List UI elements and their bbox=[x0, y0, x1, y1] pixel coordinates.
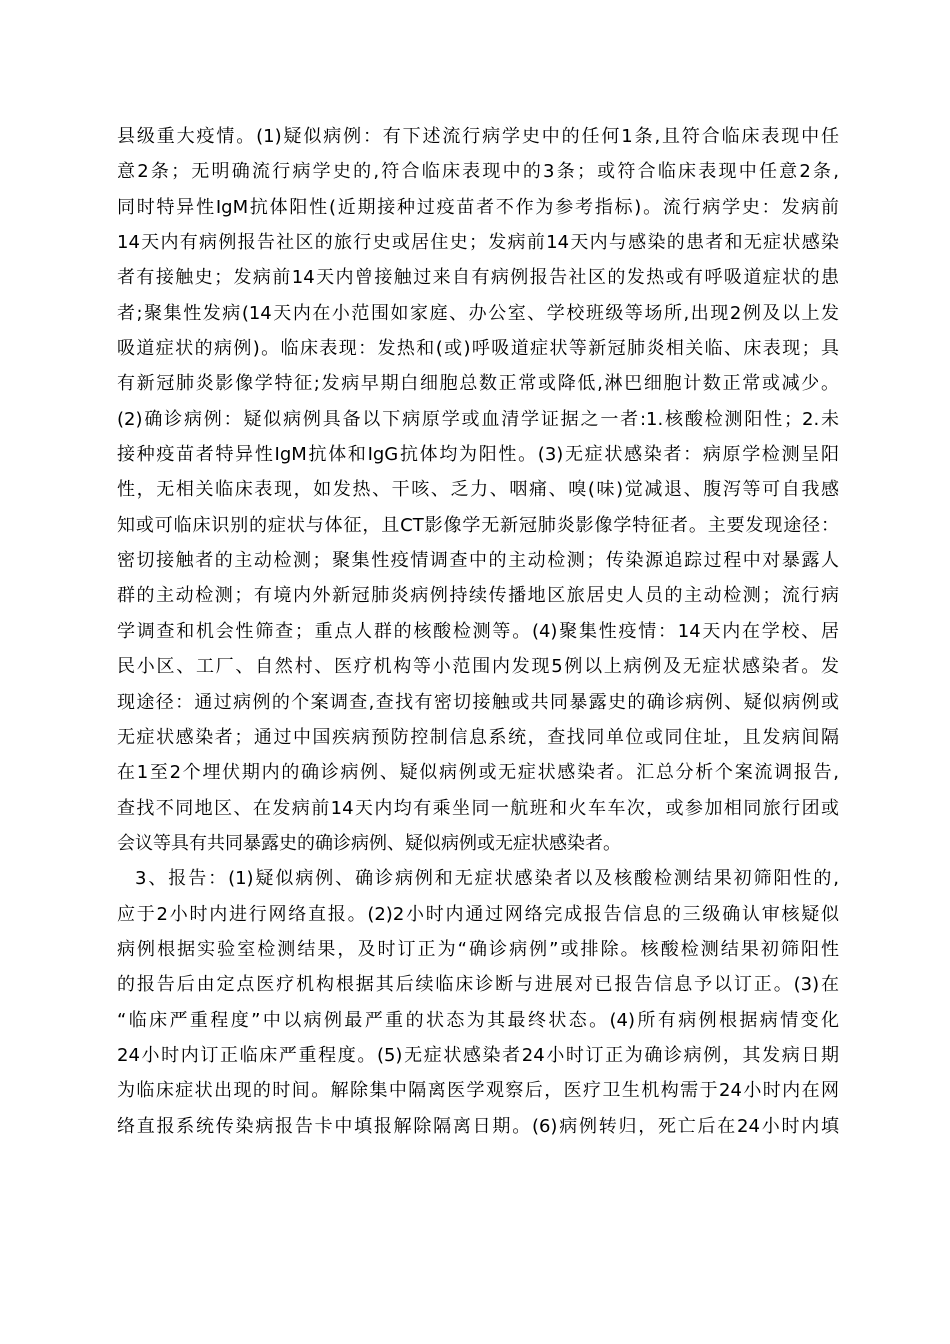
text-line: 同时特异性IgM抗体阳性(近期接种过疫苗者不作为参考指标)。流行病学史：发病前 bbox=[117, 196, 839, 218]
text-line: 知或可临床识别的症状与体征，且CT影像学无新冠肺炎影像学特征者。主要发现途径： bbox=[117, 514, 839, 536]
text-line: 在1至2个埋伏期内的确诊病例、疑似病例或无症状感染者。汇总分析个案流调报告, bbox=[117, 762, 839, 784]
section-heading-line: 3、报告：(1)疑似病例、确诊病例和无症状感染者以及核酸检测结果初筛阳性的, bbox=[135, 868, 839, 890]
text-line: 的报告后由定点医疗机构根据其后续临床诊断与进展对已报告信息予以订正。(3)在 bbox=[117, 974, 839, 996]
text-line: 性，无相关临床表现，如发热、干咳、乏力、咽痛、嗅(味)觉减退、腹泻等可自我感 bbox=[117, 479, 839, 501]
text-line: (2)确诊病例：疑似病例具备以下病原学或血清学证据之一者:1.核酸检测阳性；2.未 bbox=[117, 408, 839, 430]
text-line: 为临床症状出现的时间。解除集中隔离医学观察后，医疗卫生机构需于24小时内在网 bbox=[117, 1080, 839, 1102]
text-line: 查找不同地区、在发病前14天内均有乘坐同一航班和火车车次，或参加相同旅行团或 bbox=[117, 797, 839, 819]
text-line: 民小区、工厂、自然村、医疗机构等小范围内发现5例以上病例及无症状感染者。发 bbox=[117, 656, 839, 678]
text-line: 有新冠肺炎影像学特征;发病早期白细胞总数正常或降低,淋巴细胞计数正常或减少。 bbox=[117, 373, 839, 395]
text-line: 现途径：通过病例的个案调查,查找有密切接触或共同暴露史的确诊病例、疑似病例或 bbox=[117, 691, 839, 713]
text-line: 14天内有病例报告社区的旅行史或居住史；发病前14天内与感染的患者和无症状感染 bbox=[117, 232, 839, 254]
text-line: 24小时内订正临床严重程度。(5)无症状感染者24小时订正为确诊病例，其发病日期 bbox=[117, 1044, 839, 1066]
text-line: 者;聚集性发病(14天内在小范围如家庭、办公室、学校班级等场所,出现2例及以上发 bbox=[117, 302, 839, 324]
text-line: 应于2小时内进行网络直报。(2)2小时内通过网络完成报告信息的三级确认审核疑似 bbox=[117, 903, 839, 925]
text-line: 病例根据实验室检测结果，及时订正为“确诊病例”或排除。核酸检测结果初筛阳性 bbox=[117, 938, 839, 960]
text-line: 者有接触史；发病前14天内曾接触过来自有病例报告社区的发热或有呼吸道症状的患 bbox=[117, 267, 839, 289]
paragraph-end-line: 会议等具有共同暴露史的确诊病例、疑似病例或无症状感染者。 bbox=[117, 832, 621, 854]
text-line: 无症状感染者；通过中国疾病预防控制信息系统，查找同单位或同住址，且发病间隔 bbox=[117, 726, 839, 748]
text-line: 络直报系统传染病报告卡中填报解除隔离日期。(6)病例转归，死亡后在24小时内填 bbox=[117, 1115, 839, 1137]
text-line: 群的主动检测；有境内外新冠肺炎病例持续传播地区旅居史人员的主动检测；流行病 bbox=[117, 585, 839, 607]
body-text bbox=[117, 119, 839, 1144]
text-line: 密切接触者的主动检测；聚集性疫情调查中的主动检测；传染源追踪过程中对暴露人 bbox=[117, 550, 839, 572]
text-line: 意2条；无明确流行病学史的,符合临床表现中的3条；或符合临床表现中任意2条, bbox=[117, 161, 839, 183]
text-line: 接种疫苗者特异性IgM抗体和IgG抗体均为阳性。(3)无症状感染者：病原学检测呈阳 bbox=[117, 444, 839, 466]
text-line: 县级重大疫情。(1)疑似病例：有下述流行病学史中的任何1条,且符合临床表现中任 bbox=[117, 126, 839, 147]
text-line: “临床严重程度”中以病例最严重的状态为其最终状态。(4)所有病例根据病情变化 bbox=[117, 1009, 839, 1031]
text-line: 吸道症状的病例)。临床表现：发热和(或)呼吸道症状等新冠肺炎相关临、床表现；具 bbox=[117, 338, 839, 360]
text-line: 学调查和机会性筛查；重点人群的核酸检测等。(4)聚集性疫情：14天内在学校、居 bbox=[117, 620, 839, 642]
